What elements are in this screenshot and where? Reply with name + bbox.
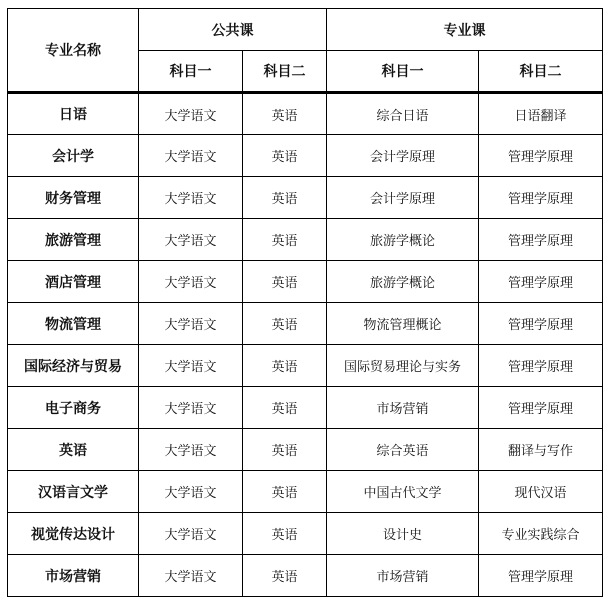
public-subject-1-cell: 大学语文 (139, 513, 243, 555)
public-subject-1-cell: 大学语文 (139, 93, 243, 135)
public-subject-2-cell: 英语 (243, 93, 327, 135)
table-row (8, 261, 603, 303)
professional-subject-1-cell: 旅游学概论 (327, 219, 479, 261)
table-row (8, 513, 603, 555)
professional-subject-2-cell: 翻译与写作 (479, 429, 603, 471)
major-cell: 电子商务 (8, 387, 139, 429)
professional-subject-1-header: 科目一 (327, 51, 479, 93)
major-cell: 旅游管理 (8, 219, 139, 261)
major-cell: 市场营销 (8, 555, 139, 597)
major-cell: 汉语言文学 (8, 471, 139, 513)
major-cell: 物流管理 (8, 303, 139, 345)
public-subject-1-cell: 大学语文 (139, 429, 243, 471)
table-row (8, 219, 603, 261)
professional-subject-1-cell: 设计史 (327, 513, 479, 555)
table-row (8, 429, 603, 471)
professional-subject-1-cell: 综合日语 (327, 93, 479, 135)
public-subject-1-cell: 大学语文 (139, 387, 243, 429)
professional-subject-2-cell: 管理学原理 (479, 135, 603, 177)
public-subject-2-cell: 英语 (243, 429, 327, 471)
major-cell: 酒店管理 (8, 261, 139, 303)
public-subject-2-cell: 英语 (243, 471, 327, 513)
exam-subjects-table (7, 8, 603, 597)
professional-subject-1-cell: 中国古代文学 (327, 471, 479, 513)
public-subject-2-cell: 英语 (243, 177, 327, 219)
public-subject-2-cell: 英语 (243, 219, 327, 261)
table-row (8, 177, 603, 219)
public-subject-1-cell: 大学语文 (139, 345, 243, 387)
major-cell: 财务管理 (8, 177, 139, 219)
public-subject-2-cell: 英语 (243, 303, 327, 345)
major-cell: 日语 (8, 93, 139, 135)
public-subject-2-cell: 英语 (243, 345, 327, 387)
professional-subject-2-cell: 管理学原理 (479, 219, 603, 261)
public-subject-1-cell: 大学语文 (139, 177, 243, 219)
professional-subject-2-cell: 管理学原理 (479, 345, 603, 387)
public-subject-2-cell: 英语 (243, 387, 327, 429)
professional-subject-1-cell: 市场营销 (327, 555, 479, 597)
professional-subject-2-cell: 专业实践综合 (479, 513, 603, 555)
public-subject-1-cell: 大学语文 (139, 471, 243, 513)
professional-subject-2-cell: 管理学原理 (479, 261, 603, 303)
professional-subject-1-cell: 市场营销 (327, 387, 479, 429)
public-subject-1-cell: 大学语文 (139, 261, 243, 303)
public-subject-1-cell: 大学语文 (139, 555, 243, 597)
public-subject-1-cell: 大学语文 (139, 219, 243, 261)
public-course-header: 公共课 (139, 9, 327, 51)
table-row (8, 555, 603, 597)
major-name-header: 专业名称 (8, 9, 139, 93)
professional-subject-2-cell: 日语翻译 (479, 93, 603, 135)
professional-subject-2-cell: 管理学原理 (479, 555, 603, 597)
public-subject-2-cell: 英语 (243, 135, 327, 177)
public-subject-2-cell: 英语 (243, 513, 327, 555)
public-subject-1-cell: 大学语文 (139, 135, 243, 177)
professional-subject-2-cell: 管理学原理 (479, 303, 603, 345)
professional-course-header: 专业课 (327, 9, 603, 51)
major-cell: 会计学 (8, 135, 139, 177)
public-subject-2-cell: 英语 (243, 555, 327, 597)
major-cell: 英语 (8, 429, 139, 471)
major-cell: 国际经济与贸易 (8, 345, 139, 387)
professional-subject-2-cell: 管理学原理 (479, 177, 603, 219)
public-subject-1-header: 科目一 (139, 51, 243, 93)
table-row (8, 303, 603, 345)
table-row (8, 471, 603, 513)
public-subject-2-cell: 英语 (243, 261, 327, 303)
professional-subject-1-cell: 会计学原理 (327, 177, 479, 219)
public-subject-2-header: 科目二 (243, 51, 327, 93)
professional-subject-1-cell: 国际贸易理论与实务 (327, 345, 479, 387)
professional-subject-1-cell: 综合英语 (327, 429, 479, 471)
professional-subject-1-cell: 物流管理概论 (327, 303, 479, 345)
public-subject-1-cell: 大学语文 (139, 303, 243, 345)
professional-subject-1-cell: 会计学原理 (327, 135, 479, 177)
table-row (8, 345, 603, 387)
professional-subject-2-cell: 管理学原理 (479, 387, 603, 429)
professional-subject-2-header: 科目二 (479, 51, 603, 93)
table-row (8, 135, 603, 177)
professional-subject-2-cell: 现代汉语 (479, 471, 603, 513)
table-row (8, 387, 603, 429)
professional-subject-1-cell: 旅游学概论 (327, 261, 479, 303)
major-cell: 视觉传达设计 (8, 513, 139, 555)
table-row (8, 93, 603, 135)
